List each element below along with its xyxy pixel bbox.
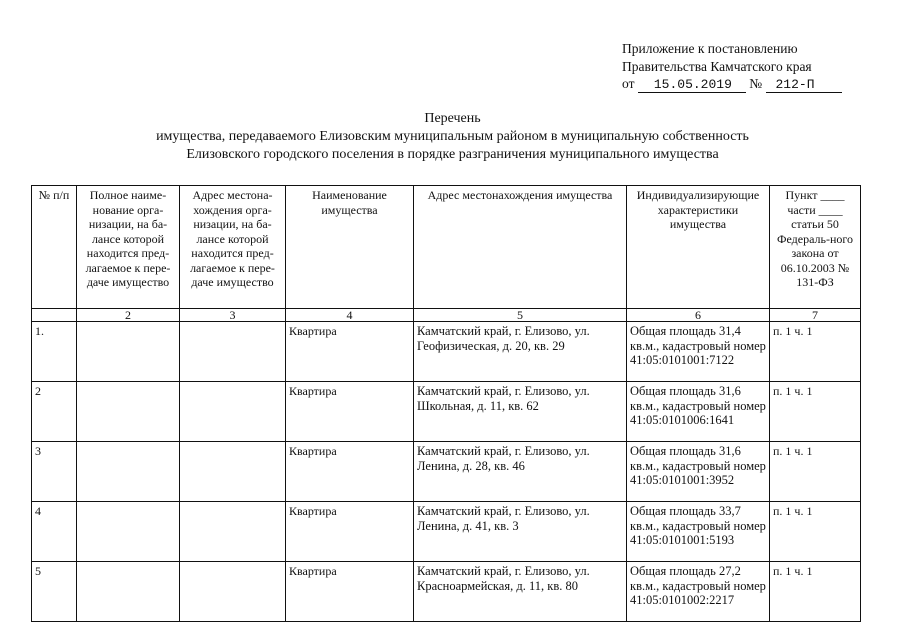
appendix-line-2: Правительства Камчатского края xyxy=(622,58,812,74)
table-row xyxy=(32,382,861,442)
org-address xyxy=(180,382,286,442)
header-cell: Адрес местона-хождения орга-низации, на ба-лансе которой находится пред-лагаемое к пере-даче имущество xyxy=(180,186,286,309)
property-address: Камчатский край, г. Елизово, ул. Ленина, д. 28, кв. 46 xyxy=(414,442,627,502)
appendix-line-1: Приложение к постановлению xyxy=(622,41,798,56)
table-row xyxy=(32,442,861,502)
column-number: 6 xyxy=(627,309,770,322)
row-number: 1. xyxy=(32,322,77,382)
title-line-1: Перечень xyxy=(424,111,481,126)
appendix-header xyxy=(622,40,892,93)
title-line-3: Елизовского городского поселения в порядке разграничения муниципального имущества xyxy=(186,147,719,162)
property-characteristics: Общая площадь 27,2 кв.м., кадастровый номер 41:05:0101002:2217 xyxy=(627,562,770,622)
law-point: п. 1 ч. 1 xyxy=(770,442,861,502)
column-number: 4 xyxy=(286,309,414,322)
org-name xyxy=(77,502,180,562)
header-cell: № п/п xyxy=(32,186,77,309)
table-header-row xyxy=(32,186,861,309)
org-name xyxy=(77,322,180,382)
property-address: Камчатский край, г. Елизово, ул. Красноармейская, д. 11, кв. 80 xyxy=(414,562,627,622)
from-label: от xyxy=(622,76,635,91)
document-title xyxy=(60,110,845,164)
law-point: п. 1 ч. 1 xyxy=(770,502,861,562)
org-name xyxy=(77,442,180,502)
table-row xyxy=(32,562,861,622)
property-name: Квартира xyxy=(286,562,414,622)
appendix-date-line xyxy=(622,75,892,93)
property-address: Камчатский край, г. Елизово, ул. Ленина, д. 41, кв. 3 xyxy=(414,502,627,562)
header-cell: Адрес местонахождения имущества xyxy=(414,186,627,309)
column-number-row xyxy=(32,309,861,322)
resolution-number: 212-П xyxy=(766,78,842,93)
column-number: 3 xyxy=(180,309,286,322)
resolution-date: 15.05.2019 xyxy=(638,78,746,93)
org-address xyxy=(180,322,286,382)
org-name xyxy=(77,562,180,622)
property-name: Квартира xyxy=(286,442,414,502)
row-number: 2 xyxy=(32,382,77,442)
title-line-2: имущества, передаваемого Елизовским муниципальным районом в муниципальную собственность xyxy=(156,129,749,144)
column-number: 7 xyxy=(770,309,861,322)
row-number: 4 xyxy=(32,502,77,562)
row-number: 5 xyxy=(32,562,77,622)
property-characteristics: Общая площадь 31,4 кв.м., кадастровый номер 41:05:0101001:7122 xyxy=(627,322,770,382)
property-address: Камчатский край, г. Елизово, ул. Школьная, д. 11, кв. 62 xyxy=(414,382,627,442)
number-label: № xyxy=(749,76,763,91)
column-number: 2 xyxy=(77,309,180,322)
property-name: Квартира xyxy=(286,322,414,382)
org-address xyxy=(180,562,286,622)
table-row xyxy=(32,322,861,382)
property-characteristics: Общая площадь 33,7 кв.м., кадастровый номер 41:05:0101001:5193 xyxy=(627,502,770,562)
law-point: п. 1 ч. 1 xyxy=(770,322,861,382)
org-name xyxy=(77,382,180,442)
org-address xyxy=(180,442,286,502)
law-point: п. 1 ч. 1 xyxy=(770,382,861,442)
column-number: 5 xyxy=(414,309,627,322)
header-cell: Пункт ____ части ____ статьи 50 Федераль-ного закона от 06.10.2003 № 131-ФЗ xyxy=(770,186,861,309)
property-characteristics: Общая площадь 31,6 кв.м., кадастровый номер 41:05:0101006:1641 xyxy=(627,382,770,442)
table-row xyxy=(32,502,861,562)
column-number xyxy=(32,309,77,322)
property-name: Квартира xyxy=(286,502,414,562)
law-point: п. 1 ч. 1 xyxy=(770,562,861,622)
property-table xyxy=(31,185,861,622)
org-address xyxy=(180,502,286,562)
property-name: Квартира xyxy=(286,382,414,442)
property-address: Камчатский край, г. Елизово, ул. Геофизическая, д. 20, кв. 29 xyxy=(414,322,627,382)
row-number: 3 xyxy=(32,442,77,502)
header-cell: Наименование имущества xyxy=(286,186,414,309)
property-characteristics: Общая площадь 31,6 кв.м., кадастровый номер 41:05:0101001:3952 xyxy=(627,442,770,502)
header-cell: Полное наиме-нование орга-низации, на ба-лансе которой находится пред-лагаемое к пере-даче имущество xyxy=(77,186,180,309)
header-cell: Индивидуализирующие характеристики имущества xyxy=(627,186,770,309)
